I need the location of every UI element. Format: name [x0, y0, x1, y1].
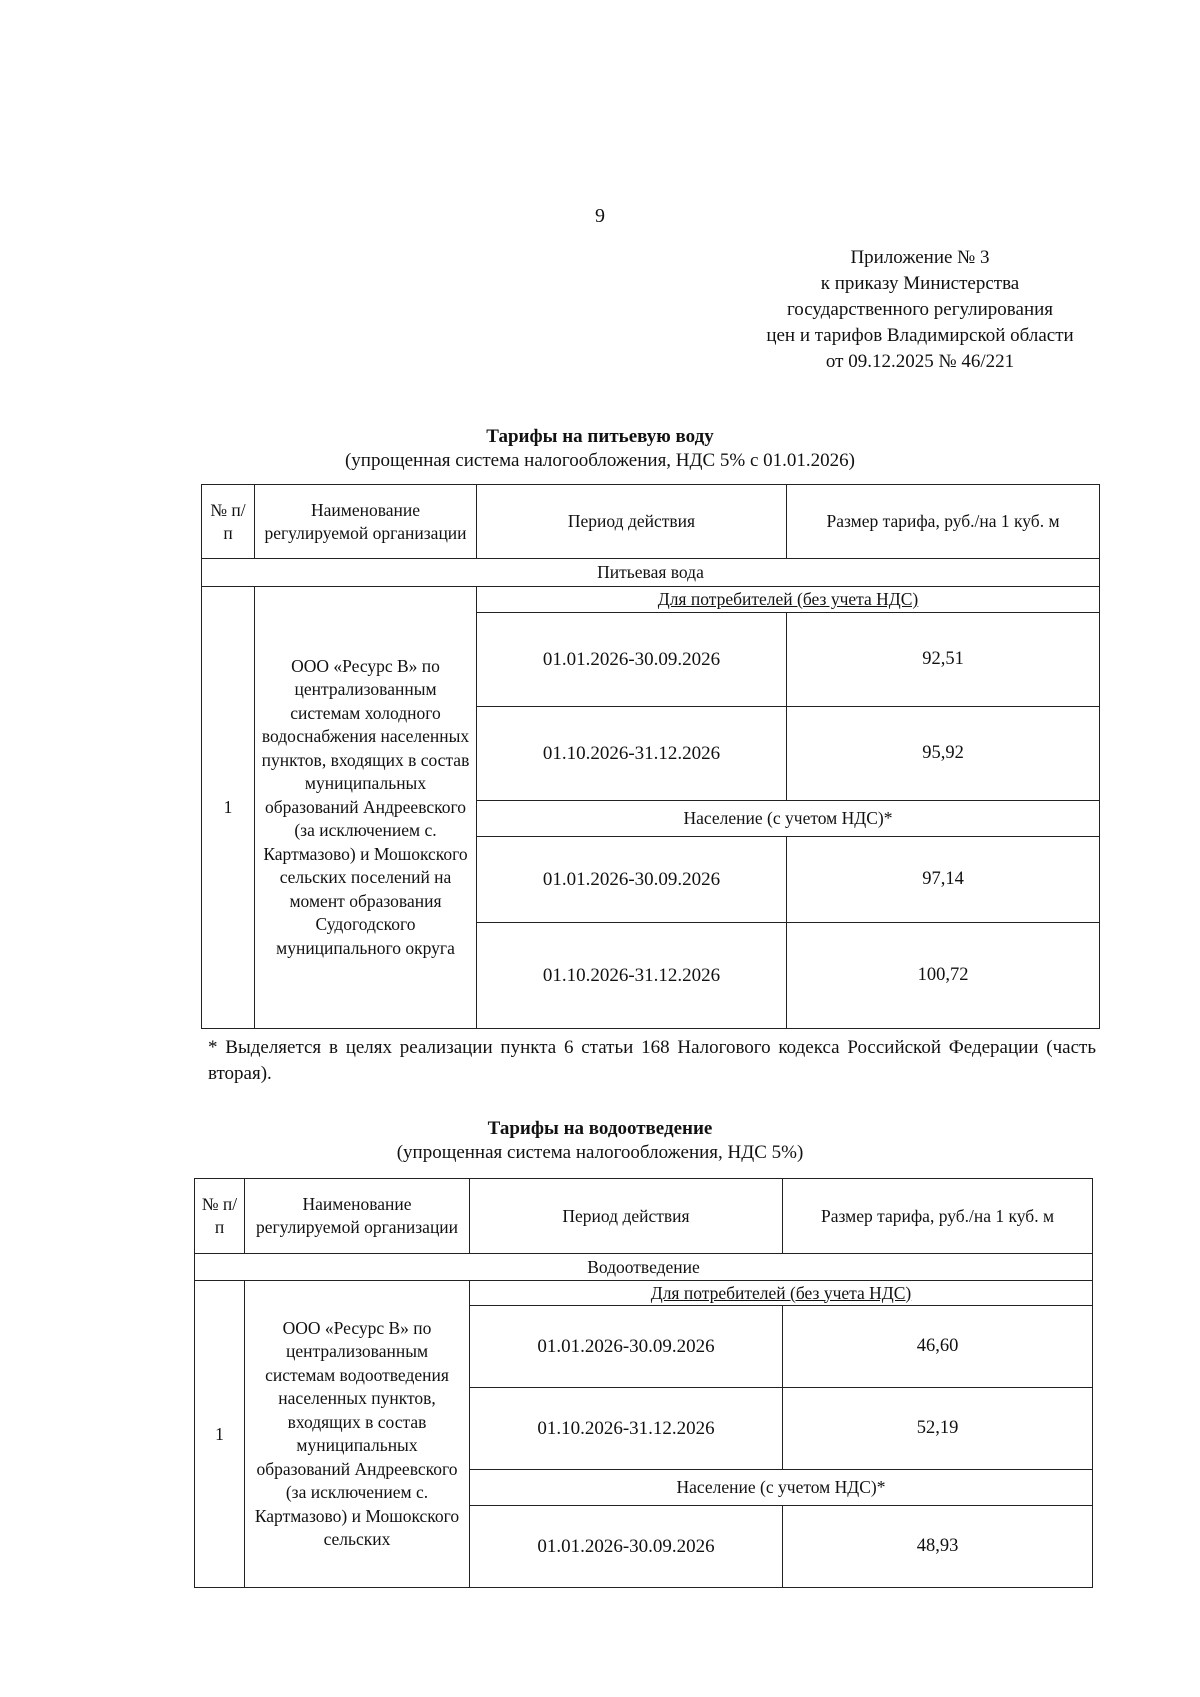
header-tariff: Размер тарифа, руб./на 1 куб. м — [787, 485, 1100, 559]
section-label: Питьевая вода — [202, 559, 1100, 587]
group-label: Население (с учетом НДС)* — [477, 801, 1100, 837]
footnote: * Выделяется в целях реализации пункта 6 статьи 168 Налогового кодекса Российской Федерации (часть вторая). — [208, 1037, 1096, 1084]
tariff-value: 100,72 — [787, 923, 1100, 1029]
table2-heading — [0, 1117, 1200, 1165]
tariff-value: 92,51 — [787, 613, 1100, 707]
appendix-line: Приложение № 3 — [850, 247, 990, 268]
period-cell: 01.10.2026-31.12.2026 — [477, 707, 787, 801]
table1-subtitle: (упрощенная система налогообложения, НДС 5% с 01.01.2026) — [344, 450, 855, 471]
tariff-value: 95,92 — [787, 707, 1100, 801]
period-cell: 01.01.2026-30.09.2026 — [470, 1306, 783, 1388]
group-label: Для потребителей (без учета НДС) — [477, 587, 1100, 613]
header-period: Период действия — [477, 485, 787, 559]
table1-heading — [0, 425, 1200, 473]
tariff-value: 48,93 — [783, 1506, 1093, 1588]
section-label: Водоотведение — [195, 1254, 1093, 1281]
group-label: Население (с учетом НДС)* — [470, 1470, 1093, 1506]
period-cell: 01.01.2026-30.09.2026 — [477, 837, 787, 923]
header-tariff: Размер тарифа, руб./на 1 куб. м — [783, 1179, 1093, 1254]
header-num: № п/п — [202, 485, 255, 559]
period-cell: 01.10.2026-31.12.2026 — [470, 1388, 783, 1470]
group-label: Для потребителей (без учета НДС) — [470, 1281, 1093, 1306]
appendix-line: цен и тарифов Владимирской области — [766, 325, 1074, 346]
header-period: Период действия — [470, 1179, 783, 1254]
organization-name: ООО «Ресурс В» по централизованным системам холодного водоснабжения населенных пунктов, входящих в состав муниципальных образований Андреевского (за исключением с. Картмазово) и Мошокского сельских поселений на момент образования Судогодского муниципального округа — [255, 587, 477, 1029]
tariff-value: 52,19 — [783, 1388, 1093, 1470]
period-cell: 01.10.2026-31.12.2026 — [477, 923, 787, 1029]
appendix-line: государственного регулирования — [786, 299, 1054, 320]
appendix-line: к приказу Министерства — [820, 273, 1020, 294]
header-org: Наименование регулируемой организации — [245, 1179, 470, 1254]
organization-name: ООО «Ресурс В» по централизованным системам водоотведения населенных пунктов, входящих в состав муниципальных образований Андреевского (за исключением с. Картмазово) и Мошокского сельских — [245, 1281, 470, 1588]
table2-title: Тарифы на водоотведение — [487, 1118, 713, 1139]
period-cell: 01.01.2026-30.09.2026 — [477, 613, 787, 707]
header-org: Наименование регулируемой организации — [255, 485, 477, 559]
tariff-value: 46,60 — [783, 1306, 1093, 1388]
period-cell: 01.01.2026-30.09.2026 — [470, 1506, 783, 1588]
table1-title: Тарифы на питьевую воду — [486, 426, 714, 447]
appendix-header — [700, 245, 1140, 375]
drinking-water-tariff-table — [201, 484, 1100, 1029]
row-number: 1 — [202, 587, 255, 1029]
header-num: № п/п — [195, 1179, 245, 1254]
page-number: 9 — [595, 205, 605, 227]
wastewater-tariff-table — [194, 1178, 1093, 1588]
appendix-line: от 09.12.2025 № 46/221 — [825, 351, 1015, 372]
row-number: 1 — [195, 1281, 245, 1588]
tariff-value: 97,14 — [787, 837, 1100, 923]
table2-subtitle: (упрощенная система налогообложения, НДС 5%) — [396, 1142, 804, 1163]
